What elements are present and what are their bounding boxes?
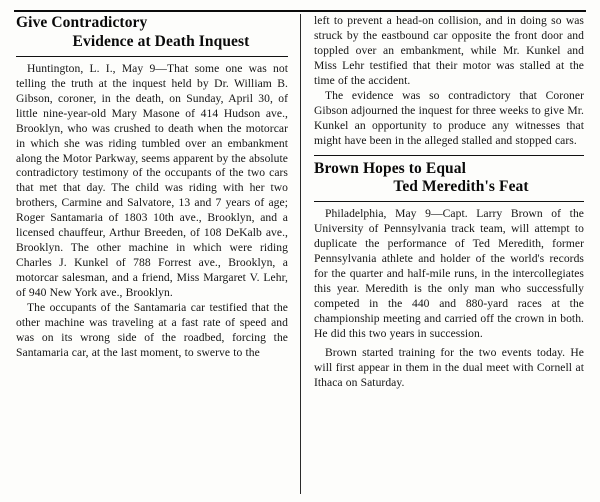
article-2-headline: [314, 160, 584, 198]
left-column: [16, 14, 300, 494]
article-1-paragraph-4: The evidence was so contradictory that Coroner Gibson adjourned the inquest for three weeks to give Mr. Kunkel an opportunity to produce any witnesses that might have been in the alleged stalled and stopped cars.: [314, 88, 584, 147]
right-column: [300, 14, 584, 494]
article-1-headline: [16, 14, 288, 52]
article-2-paragraph-2: Brown started training for the two events today. He will first appear in them in the dual meet with Cornell at Ithaca on Saturday.: [314, 345, 584, 389]
article-2-headline-line1: Brown Hopes to Equal: [314, 159, 467, 177]
article-1-headline-line2: Evidence at Death Inquest: [72, 32, 250, 50]
article-2-top-rule: [314, 155, 584, 156]
article-2-headline-line2: Ted Meredith's Feat: [393, 178, 529, 196]
article-1-paragraph-2: The occupants of the Santamaria car testified that the other machine was traveling at a fast rate of speed and was on its wrong side of the roadbed, forcing the Santamaria car, at the last moment, to swerve to the: [16, 301, 288, 359]
article-1-paragraph-3: left to prevent a head-on collision, and in doing so was struck by the eastbound car opposite the front door and toppled over an embankment, while Mr. Kunkel and Miss Lehr testified that their motor was stalled at the time of the accident.: [314, 14, 584, 87]
top-divider-rule: [14, 10, 586, 12]
article-2-paragraph-1: Philadelphia, May 9—Capt. Larry Brown of the University of Pennsylvania track team, will attempt to duplicate the performance of Ted Meredith, former Pennsylvania athlete and holder of the world's records for the quarter and half-mile runs, in the intercollegiates this year. Meredith is the only man who successfully competed in the 440 and 880-yard races at the championship meeting and carried off the crown in both. He did this two years in succession.: [314, 207, 584, 341]
article-1-paragraph-1: Huntington, L. I., May 9—That some one was not telling the truth at the inquest held by Dr. William B. Gibson, coroner, in the death, on Sunday, April 30, of little nine-year-old Mary Masone of 414 Hudson ave., Brooklyn, who was crushed to death when the motorcar in which she was riding tumbled over an embankment along the Motor Parkway, seems apparent by the absolute contradictory testimony of the occupants of the two cars that met that day. The child was riding with her two brothers, Carmine and Salvatore, 13 and 7 years of age; Roger Santamaria of 1803 10th ave., Brooklyn, and a licensed chauffeur, Arthur Breeden, of 108 DeKalb ave., Brooklyn. The other machine in which were riding Charles J. Kunkel of 788 Forrest ave., Brooklyn, a motorcar salesman, and a friend, Miss Margaret V. Lehr, of 940 New York ave., Brooklyn.: [16, 61, 288, 300]
article-1-headline-rule: [16, 56, 288, 57]
column-container: [16, 14, 584, 494]
article-2-headline-rule: [314, 201, 584, 202]
article-1-headline-line1: Give Contradictory: [16, 14, 148, 31]
